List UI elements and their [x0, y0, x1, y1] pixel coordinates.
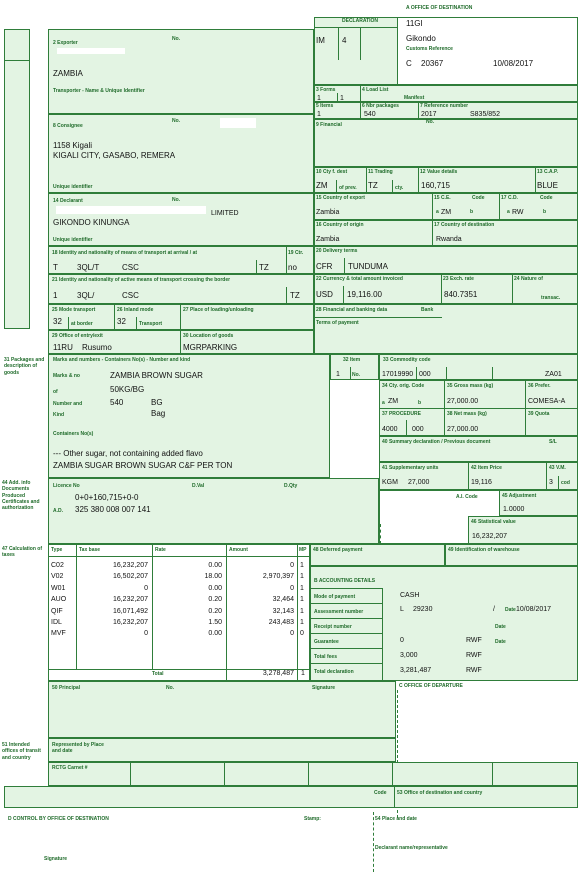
- principal-no-label: No.: [166, 685, 175, 691]
- consignee-address1: 1158 Kigali: [53, 141, 92, 150]
- declaration-currency: RWF: [466, 667, 482, 674]
- procedure-code2: 000: [412, 426, 424, 433]
- value-details-label: 12 Value details: [420, 169, 458, 175]
- tax-cell-amount: 32,143: [272, 607, 294, 615]
- commodity-label: 33 Commodity code: [383, 357, 431, 363]
- office-destination-label: A OFFICE OF DESTINATION: [406, 5, 473, 11]
- tax-cell-mp: 1: [300, 619, 304, 626]
- forms-label: 3 Forms: [316, 87, 336, 93]
- tax-header-amount: Amount: [229, 547, 248, 553]
- terms-of-payment-label: Terms of payment: [316, 320, 359, 326]
- form-a: 1: [317, 95, 321, 102]
- cap-label: 13 C.A.P.: [537, 169, 559, 175]
- tax-cell-base: 0: [144, 630, 148, 638]
- office-destination-country-label: 53 Office of destination and country: [397, 790, 483, 796]
- net-mass-label: 38 Net mass (kg): [447, 411, 487, 417]
- reference-year: 2017: [421, 111, 437, 118]
- goods-desc2: 50KG/BG: [110, 385, 145, 394]
- total-fees: 3,000: [400, 652, 418, 659]
- inland-mode-label: 26 Inland mode: [117, 307, 154, 313]
- tax-header-base: Tax base: [79, 547, 101, 553]
- guarantee-currency: RWF: [466, 637, 482, 644]
- ce-a-marker: a: [436, 209, 439, 215]
- deferred-payment-label: 48 Deferred payment: [313, 547, 363, 553]
- guarantee-date-label: Date: [495, 639, 506, 645]
- adjustment-label: 45 Adjustment: [502, 493, 537, 499]
- control-label: D CONTROL BY OFFICE OF DESTINATION: [8, 816, 109, 822]
- customs-ref-date: 10/08/2017: [493, 59, 534, 68]
- tax-cell-type: QIF: [51, 607, 63, 615]
- fees-currency: RWF: [466, 652, 482, 659]
- of-label: of: [53, 389, 58, 395]
- tax-cell-amount: 32,464: [272, 596, 294, 604]
- items-label: 5 Items: [316, 103, 334, 109]
- destination-code-label: Code: [374, 790, 387, 796]
- currency: USD: [316, 290, 333, 299]
- declarant-label: 14 Declarant: [53, 198, 83, 204]
- quota-label: 39 Quota: [528, 411, 550, 417]
- exporter-box: [48, 29, 314, 114]
- inland-transport-label: Transport: [139, 321, 163, 327]
- banking-label: 28 Financial and banking data: [316, 307, 388, 313]
- kind-label: Kind: [53, 412, 65, 418]
- tax-cell-amount: 0: [290, 562, 294, 569]
- item-price-label: 42 Item Price: [471, 465, 502, 471]
- tax-cell-rate: 1.50: [208, 619, 222, 626]
- tax-cell-rate: 18.00: [204, 573, 222, 581]
- origin-code: ZM: [388, 398, 399, 405]
- procedure-label: 37 PROCEDURE: [382, 411, 421, 417]
- item-label: 32 Item: [343, 357, 361, 363]
- guarantee-label: Guarantee: [314, 639, 339, 645]
- principal-box: [48, 681, 396, 738]
- item-number: 1: [336, 371, 340, 378]
- cd-label: 17 C.D.: [501, 195, 518, 201]
- mode-transport-label: 25 Mode transport: [52, 307, 96, 313]
- consignee-label: 8 Consignee: [53, 123, 83, 129]
- destination-country: Rwanda: [436, 236, 462, 243]
- form-b: 1: [340, 95, 344, 102]
- cty-dest: ZM: [316, 181, 328, 190]
- declarant-limited: LIMITED: [211, 210, 239, 217]
- statistical-value-label: 46 Statistical value: [471, 519, 516, 525]
- tax-total-label: Total: [152, 671, 164, 677]
- procedure-code1: 4000: [382, 426, 398, 433]
- ce-b-marker: b: [470, 209, 474, 215]
- declarant-name: GIKONDO KINUNGA: [53, 218, 130, 227]
- ad-label: A.D.: [53, 508, 63, 514]
- arrival-id-a: T: [53, 263, 58, 272]
- ctr-value: no: [288, 263, 297, 272]
- financial-label: 9 Financial: [316, 122, 342, 128]
- border-nationality: TZ: [290, 291, 300, 300]
- principal-label: 50 Principal: [52, 685, 81, 691]
- vm-value: 3: [549, 479, 553, 486]
- containers-label: Containers No(s): [53, 431, 94, 437]
- tax-cell-rate: 0.00: [208, 630, 222, 638]
- arrival-transport-label: 18 Identity and nationality of means of transport at arrival / at: [52, 250, 198, 256]
- tax-cell-mp: 1: [300, 573, 304, 581]
- gross-mass-label: 35 Gross mass (kg): [447, 383, 494, 389]
- exporter-country: ZAMBIA: [53, 69, 83, 78]
- tax-cell-mp: 1: [300, 596, 304, 604]
- additional-line1: 0+0+160,715+0-0: [75, 493, 139, 502]
- licence-label: Licence No: [53, 483, 80, 489]
- left-margin-column: [4, 29, 30, 329]
- adjustment-value: 1.0000: [503, 506, 525, 513]
- declarant-no-label: No.: [172, 197, 181, 203]
- package-number: 540: [110, 398, 124, 407]
- tax-cell-type: MVF: [51, 630, 66, 638]
- exporter-no-label: No.: [172, 36, 181, 42]
- supp-quantity: 27,000: [408, 479, 430, 486]
- ce-label: 15 C.E.: [434, 195, 451, 201]
- entry-office-name: Rusumo: [82, 343, 112, 352]
- assessment-label: Assessment number: [314, 609, 364, 615]
- border-id-a: 1: [53, 291, 58, 300]
- stamp-label: Stamp:: [304, 816, 321, 822]
- arrival-id-c: CSC: [122, 263, 139, 272]
- tax-header-mp: MP: [299, 547, 307, 553]
- destination-label: 17 Country of destination: [434, 222, 495, 228]
- goods-side-label: 31 Packages and description of goods: [4, 357, 45, 376]
- exch-rate-label: 23 Exch. rate: [443, 276, 474, 282]
- tax-header-rate: Rate: [155, 547, 166, 553]
- represented-label: Represented by Place and date: [52, 742, 104, 755]
- tax-cell-type: AUO: [51, 596, 67, 604]
- additional-info-side-label: 44 Add. info Documents Produced Certificates and authorization: [2, 480, 40, 511]
- declarant-unique-label: Unique identifier: [53, 237, 93, 243]
- reference-label: 7 Reference number: [420, 103, 469, 109]
- ce-code: ZM: [441, 209, 452, 216]
- item-price: 19,116: [471, 479, 492, 486]
- entry-office-label: 29 Office of entry/exit: [52, 333, 103, 339]
- guarantee-row: [4, 786, 578, 808]
- reference-number: S835/852: [470, 111, 500, 118]
- arrival-nationality: TZ: [259, 263, 269, 272]
- control-signature-label: Signature: [44, 856, 68, 862]
- rctg-carnet-label: RCTG Carnet #: [52, 765, 88, 771]
- additional-line2: 325 380 008 007 141: [75, 505, 151, 514]
- cty-dest-label: 10 Cty f. dest: [316, 169, 348, 175]
- receipt-date-label: Date: [495, 624, 506, 630]
- declarant-signature-label: Declarant name/representative: [375, 845, 448, 851]
- items-count: 1: [317, 111, 321, 118]
- tax-cell-type: V02: [51, 573, 64, 581]
- assessment-date-label: Date: [505, 607, 516, 613]
- border-id-b: 3QL/: [77, 291, 95, 300]
- warehouse-label: 49 Identification of warehouse: [448, 547, 520, 553]
- assessment-number: 29230: [413, 606, 433, 613]
- origin-code-label: 34 Cty. orig. Code: [382, 383, 425, 389]
- cd-code-label: Code: [540, 195, 553, 201]
- export-country-label: 15 Country of export: [316, 195, 365, 201]
- tax-cell-base: 16,232,207: [112, 596, 148, 604]
- origin-country: Zambia: [316, 236, 340, 243]
- at-border-label: at border: [71, 321, 93, 327]
- item-no-label: No.: [352, 372, 361, 378]
- tax-cell-base: 16,232,207: [112, 562, 148, 569]
- tax-cell-base: 16,071,492: [112, 607, 148, 615]
- tax-cell-rate: 0.00: [208, 562, 222, 569]
- delivery-code: CFR: [316, 262, 333, 271]
- tax-cell-mp: 1: [300, 562, 304, 569]
- package-kind2: Bag: [151, 409, 166, 418]
- vm-cod: cod: [561, 480, 570, 486]
- trading-country: TZ: [368, 181, 378, 190]
- load-list-label: 4 Load List: [362, 87, 389, 93]
- tax-cell-base: 0: [144, 584, 148, 592]
- tax-header-type: Type: [51, 547, 63, 553]
- cd-code: RW: [512, 209, 524, 216]
- departure-office-label: C OFFICE OF DEPARTURE: [399, 683, 463, 689]
- loading-place-label: 27 Place of loading/unloading: [183, 307, 254, 313]
- customs-reference-label: Customs Reference: [406, 46, 453, 52]
- receipt-label: Receipt number: [314, 624, 352, 630]
- border-id-c: CSC: [122, 291, 139, 300]
- tax-cell-rate: 0.20: [208, 596, 222, 604]
- goods-desc4: ZAMBIA SUGAR BROWN SUGAR C&F PER TON: [53, 461, 233, 470]
- assessment-date: 10/08/2017: [516, 606, 552, 613]
- cty-label: cty.: [395, 185, 404, 191]
- inland-mode: 32: [117, 317, 126, 326]
- goods-desc3: --- Other sugar, not containing added flavo: [53, 449, 203, 458]
- goods-location-label: 30 Location of goods: [183, 333, 234, 339]
- accounting-title: B ACCOUNTING DETAILS: [314, 578, 376, 584]
- bank-label: Bank: [421, 307, 434, 313]
- summary-label: 40 Summary declaration / Previous document: [382, 439, 491, 445]
- package-kind1: BG: [151, 398, 163, 407]
- declaration-type-num: 4: [342, 36, 347, 45]
- hs-code: 17019990: [382, 371, 414, 378]
- total-fees-label: Total fees: [314, 654, 337, 660]
- tax-cell-amount: 0: [290, 584, 294, 592]
- tax-cell-mp: 1: [300, 607, 304, 615]
- tax-cell-amount: 2,970,397: [262, 573, 294, 581]
- dval-label: D.Val: [192, 483, 205, 489]
- number-label: Number and: [53, 401, 83, 407]
- nature-label: 24 Nature of: [514, 276, 543, 282]
- tax-side-label: 47 Calculation of taxes: [2, 546, 43, 559]
- tax-cell-rate: 0.00: [208, 584, 222, 592]
- total-declaration: 3,281,487: [400, 667, 432, 674]
- ce-code-label: Code: [472, 195, 485, 201]
- assessment-prefix: L: [400, 606, 404, 613]
- payment-mode: CASH: [400, 592, 420, 599]
- tax-cell-amount: 243,483: [268, 619, 294, 626]
- packages-label: 6 Nbr packages: [362, 103, 399, 109]
- tax-total-mp: 1: [301, 670, 305, 677]
- place-date-label: 54 Place and date: [375, 816, 417, 822]
- dqty-label: D.Qty: [284, 483, 298, 489]
- sl-label: S/L: [549, 439, 557, 445]
- ctr-label: 19 Ctr.: [288, 250, 304, 256]
- hs-extension: 000: [419, 371, 431, 378]
- delivery-terms-label: 20 Delivery terms: [316, 248, 358, 254]
- cap-value: BLUE: [537, 181, 558, 190]
- delivery-place: TUNDUMA: [348, 262, 388, 271]
- vm-label: 43 V.M.: [549, 465, 566, 471]
- payment-mode-label: Mode of payment: [314, 594, 356, 600]
- manifest-label: Manifest: [404, 95, 425, 101]
- tax-cell-rate: 0.20: [208, 607, 222, 615]
- tax-cell-amount: 0: [290, 630, 294, 638]
- declaration-label: DECLARATION: [342, 18, 379, 24]
- statistical-value: 16,232,207: [472, 533, 508, 540]
- ai-code-label: A.I. Code: [456, 494, 478, 500]
- exch-rate: 840.7351: [444, 290, 478, 299]
- origin-a-marker: a: [382, 400, 385, 406]
- forms-box: [314, 85, 578, 102]
- consignee-unique-label: Unique identifier: [53, 184, 93, 190]
- principal-signature-label: Signature: [312, 685, 336, 691]
- arrival-id-b: 3QL/T: [77, 263, 100, 272]
- exporter-label: 2 Exporter: [53, 40, 78, 46]
- preference: COMESA-A: [528, 398, 566, 405]
- total-declaration-label: Total declaration: [314, 669, 354, 675]
- transporter-label: Transporter - Name & Unique Identifier: [53, 88, 145, 94]
- intended-offices-label: 51 Intended offices of transit and country: [2, 742, 41, 761]
- tax-cell-mp: 1: [300, 584, 304, 592]
- trading-label: 11 Trading: [368, 169, 393, 175]
- tax-cell-type: W01: [51, 584, 66, 592]
- marks-header-label: Marks and numbers - Containers No(s) - Number and kind: [53, 357, 191, 363]
- transit-offices-box: [48, 762, 578, 786]
- financial-box: [314, 119, 578, 167]
- guarantee-amount: 0: [400, 637, 404, 644]
- supplementary-label: 41 Supplementary units: [382, 465, 439, 471]
- cd-a-marker: a: [507, 209, 510, 215]
- cd-b-marker: b: [543, 209, 547, 215]
- office-name: Gikondo: [406, 34, 436, 43]
- origin-b-marker: b: [418, 400, 422, 406]
- hs-extra: ZA01: [545, 371, 562, 378]
- tax-cell-mp: 0: [300, 630, 304, 638]
- packages-count: 540: [364, 111, 376, 118]
- supp-unit: KGM: [382, 479, 398, 486]
- marks-label: Marks & no: [53, 373, 80, 379]
- assessment-slash: /: [493, 606, 495, 613]
- tax-total: 3,278,487: [262, 670, 294, 677]
- origin-label: 16 Country of origin: [316, 222, 364, 228]
- export-country: Zambia: [316, 209, 340, 216]
- tax-cell-base: 16,232,207: [112, 619, 148, 626]
- border-transport-label: 21 Identity and nationality of active means of transport crossing the border: [52, 277, 231, 283]
- consignee-no-label: No.: [172, 118, 181, 124]
- financial-no-label: No.: [426, 119, 435, 125]
- entry-office-code: 11RU: [53, 343, 73, 352]
- invoiced-amount: 19,116.00: [347, 290, 382, 299]
- preference-label: 36 Prefer.: [528, 383, 551, 389]
- customs-ref-prefix: C: [406, 59, 412, 68]
- of-prev-label: of prev.: [339, 185, 357, 191]
- customs-ref-number: 20367: [421, 59, 444, 68]
- gross-mass: 27,000.00: [447, 398, 479, 405]
- consignee-address2: KIGALI CITY, GASABO, REMERA: [53, 151, 176, 160]
- goods-location: MGRPARKING: [183, 343, 238, 352]
- tax-cell-base: 16,502,207: [112, 573, 148, 581]
- currency-label: 22 Currency & total amount invoiced: [316, 276, 403, 282]
- tax-cell-type: C02: [51, 562, 64, 569]
- mode-transport: 32: [53, 317, 62, 326]
- transac-label: transac.: [541, 295, 561, 301]
- office-code: 11GI: [406, 19, 423, 28]
- net-mass: 27,000.00: [447, 426, 479, 433]
- declaration-type: IM: [316, 36, 325, 45]
- goods-desc1: ZAMBIA BROWN SUGAR: [110, 371, 203, 380]
- tax-cell-type: IDL: [51, 619, 62, 626]
- value-details: 160,715: [421, 181, 450, 190]
